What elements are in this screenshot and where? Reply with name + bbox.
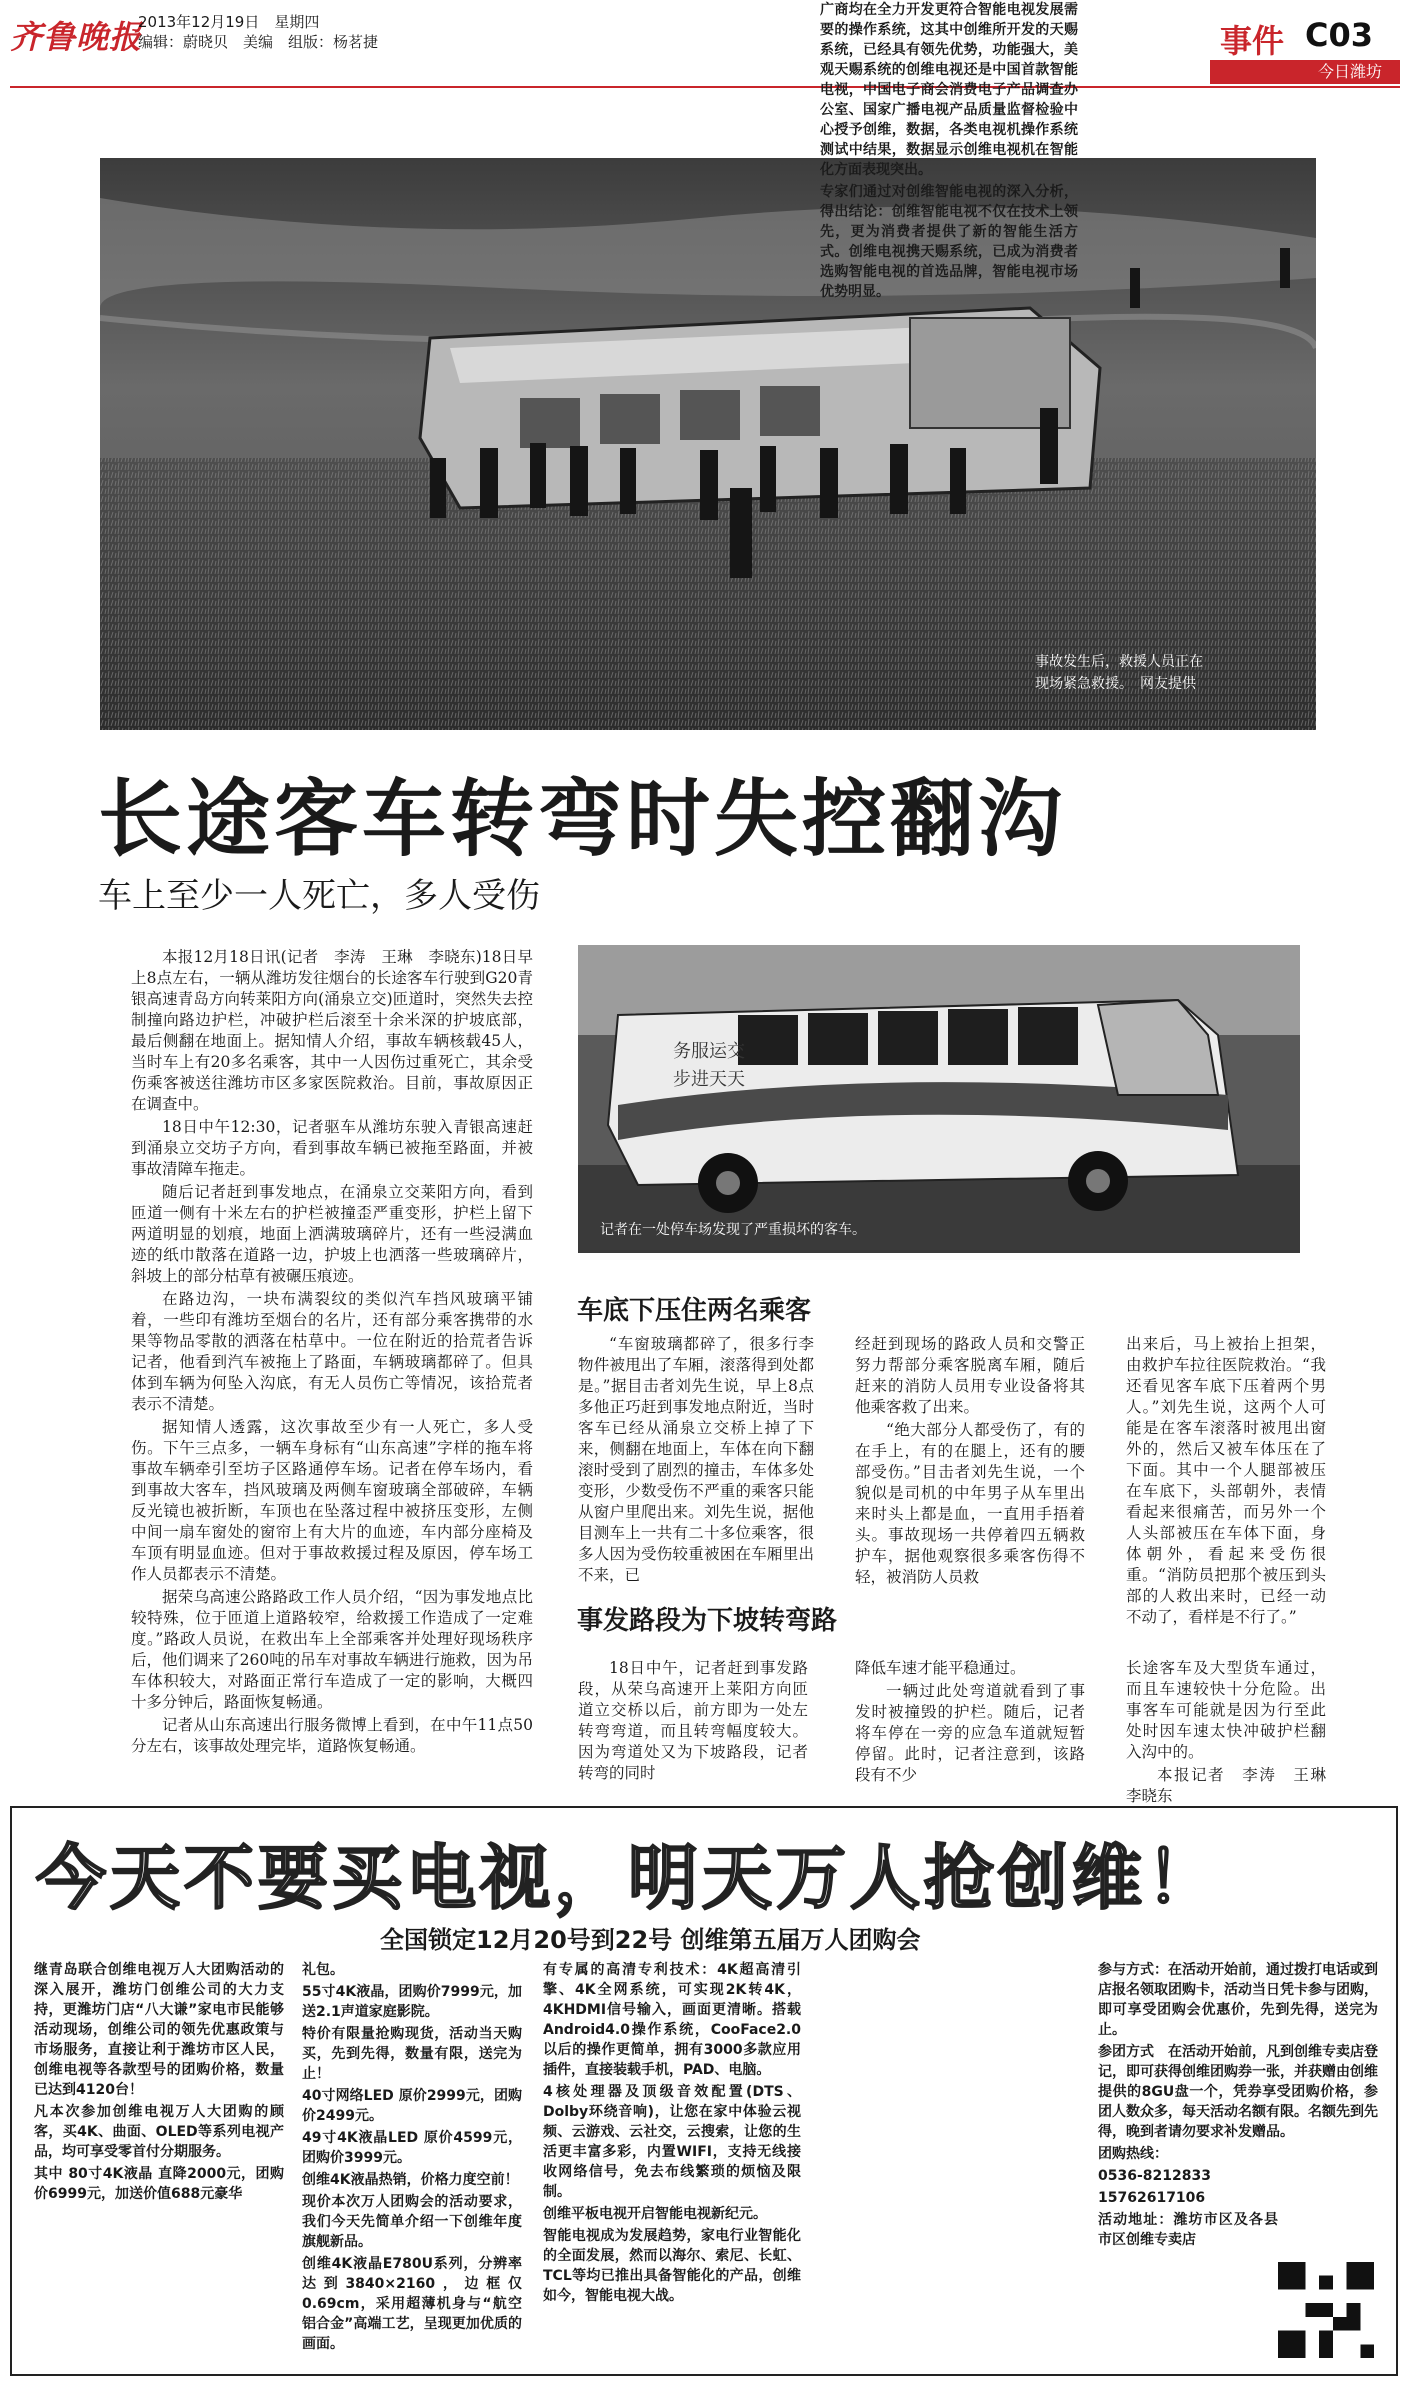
ad-paragraph: 专家们通过对创维智能电视的深入分析，得出结论：创维智能电视不仅在技术上领先，更为消费者提供了新的智能生活方式。创维电视携天赐系统，已成为消费者选购智能电视的首选品牌，智能电视市场优势明显。: [820, 184, 1078, 300]
damaged-bus-image: [578, 945, 1300, 1253]
ad-column-2: [302, 1960, 522, 2356]
bus-slogan-2: 步进天天: [673, 1069, 745, 1090]
ad-paragraph: 创维4K液晶热销，价格力度空前！: [302, 2172, 519, 2188]
byline: 本报记者 李涛 王琳 李晓东: [1126, 1766, 1342, 1805]
section-title: 事件: [1220, 22, 1285, 60]
bus-slogan-1: 务服运交: [673, 1041, 745, 1062]
section-subhead-2: 事发路段为下坡转弯路: [577, 1606, 838, 1636]
paragraph: 在路边沟，一块布满裂纹的类似汽车挡风玻璃平铺着，一些印有潍坊至烟台的名片，还有部分乘客携带的水果等物品零散的洒落在枯草中。一位在附近的拾荒者告诉记者，他看到汽车被拖上了路面，车辆玻璃都碎了。但具体到车辆为何坠入沟底，有无人员伤亡等情况，该拾荒者表示不清楚。: [131, 1290, 533, 1413]
bus-photo-caption: 记者在一处停车场发现了严重损坏的客车。: [600, 1222, 866, 1238]
ad-subline: 全国锁定12月20号到22号 创维第五届万人团购会: [380, 1926, 921, 1954]
paragraph: “车窗玻璃都碎了，很多行李物件被甩出了车厢，滚落得到处都是。”据目击者刘先生说，早上8点多他正巧赶到事发地点附近，当时客车已经从涌泉立交桥上掉了下来，侧翻在地面上，车体在向下翻滚时受到了剧烈的撞击，车体多处变形，少数受伤不严重的乘客只能从窗户里爬出来。刘先生说，据他目测车上一共有二十多位乘客，很多人因为受伤较重被困在车厢里出不来，已: [578, 1335, 814, 1584]
section-subhead-1: 车底下压住两名乘客: [577, 1296, 812, 1326]
ad-paragraph: 创维平板电视开启智能电视新纪元。: [543, 2206, 767, 2222]
ad-paragraph: 礼包。: [302, 1962, 344, 1978]
ad-column-5: [1098, 1960, 1378, 2252]
ad-phone-1: 0536-8212833: [1098, 2168, 1211, 2184]
header-meta: [138, 12, 378, 52]
header-rule: [10, 86, 1400, 88]
staff-line: 编辑：蔚晓贝 美编 组版：杨茗捷: [138, 33, 379, 51]
ad-paragraph: 40寸网络LED 原价2999元，团购价2499元。: [302, 2088, 522, 2124]
ad-paragraph: 创维4K液晶E780U系列，分辨率达到3840×2160，边框仅0.69cm，采用超薄机身与“航空铝合金”高端工艺，呈现更加优质的画面。: [302, 2256, 522, 2352]
paragraph: 随后记者赶到事发地点，在涌泉立交莱阳方向，看到匝道一侧有十米左右的护栏被撞歪严重变形，护栏上留下两道明显的划痕，地面上洒满玻璃碎片，还有一些浸满血迹的纸巾散落在道路一边，护坡上也洒落一些玻璃碎片，斜坡上的部分枯草有被碾压痕迹。: [131, 1183, 533, 1285]
article-column-4: [1126, 1334, 1326, 1630]
ad-headline: 今天不要买电视，明天万人抢创维！: [36, 1837, 1220, 1919]
paragraph: 18日中午12:30，记者驱车从潍坊东驶入青银高速赶到涌泉立交坊子方向，看到事故车辆已被拖至路面，并被事故清障车拖走。: [131, 1118, 533, 1178]
article-column-6: [855, 1658, 1085, 1788]
paragraph: 长途客车及大型货车通过，而且车速较快十分危险。出事客车可能就是因为行至此处时因车速太快冲破护栏翻入沟中的。: [1126, 1659, 1326, 1761]
paragraph: 经赶到现场的路政人员和交警正努力帮部分乘客脱离车厢，随后赶来的消防人员用专业设备将其他乘客救了出来。: [855, 1335, 1085, 1416]
article-column-1: [131, 947, 533, 1759]
paragraph: 出来后，马上被抬上担架，由救护车拉往医院救治。“我还看见客车底下压着两个男人。”刘先生说，这两个人可能是在客车滚落时被甩出窗外的，然后又被车体压在了下面。其中一个人腿部被压在车底下，头部朝外，表情看起来很痛苦，而另外一个人头部被压在车体下面，身体朝外，看起来受伤很重。“消防员把那个被压到头部的人救出来时，已经一动不动了，看样是不行了。”: [1126, 1335, 1326, 1626]
ad-paragraph: 49寸4K液晶LED 原价4599元，团购价3999元。: [302, 2130, 522, 2166]
paragraph: 据荣乌高速公路路政工作人员介绍，“因为事发地点比较特殊，位于匝道上道路较窄，给救援工作造成了一定难度。”路政人员说，在救出车上全部乘客并处理好现场秩序后，他们调来了260吨的吊车对事故车辆进行施救，因为吊车体积较大，对路面正常行车造成了一定的影响，大概四十多分钟后，路面恢复畅通。: [131, 1588, 533, 1711]
masthead: 齐鲁晚报: [10, 18, 143, 56]
ad-hotline-label: 团购热线：: [1098, 2146, 1168, 2162]
overturned-bus-photo: [100, 158, 1316, 730]
ad-paragraph: 智能电视成为发展趋势，家电行业智能化的全面发展，然而以海尔、索尼、长虹、TCL等均已推出具备智能化的产品，创维如今，智能电视大战。: [543, 2228, 801, 2304]
paragraph: 本报12月18日讯(记者 李涛 王琳 李晓东)18日早上8点左右，一辆从潍坊发往烟台的长途客车行驶到G20青银高速青岛方向转莱阳方向(涌泉立交)匝道时，突然失去控制撞向路边护栏，冲破护栏后滚至十余米深的护坡底部，最后侧翻在地面上。据知情人介绍，事故车辆核载45人，当时车上有20多名乘客，其中一人因伤过重死亡，其余受伤乘客被送往潍坊市区多家医院救治。目前，事故原因正在调查中。: [131, 948, 533, 1113]
ad-address: 活动地址：潍坊市区及各县市区创维专卖店: [1098, 2212, 1278, 2248]
article-column-2: [578, 1334, 814, 1588]
article-headline: 长途客车转弯时失控翻沟: [98, 770, 1067, 868]
paragraph: 降低车速才能平稳通过。: [855, 1659, 1026, 1677]
ad-column-1: [34, 1960, 284, 2206]
ad-paragraph: 参团方式 在活动开始前，凡到创维专卖店登记，即可获得创维团购券一张，并获赠由创维提供的8GU盘一个，凭券享受团购价格，参团人数众多，每天活动名额有限。名额先到先得，晚到者请勿要求补发赠品。: [1098, 2044, 1378, 2140]
ad-phone-2: 15762617106: [1098, 2190, 1206, 2206]
paragraph: 一辆过此处弯道就看到了事发时被撞毁的护栏。随后，记者将车停在一旁的应急车道就短暂停留。此时，记者注意到，该路段有不少: [855, 1682, 1085, 1784]
ad-paragraph: 其中 80寸4K液晶 直降2000元，团购价6999元，加送价值688元豪华: [34, 2166, 284, 2202]
article-column-7: [1126, 1658, 1342, 1809]
article-column-3: [855, 1334, 1085, 1590]
qr-code-icon: [1278, 2262, 1374, 2358]
damaged-bus-photo: [578, 945, 1300, 1253]
main-photo-caption: 事故发生后，救援人员正在 现场紧急救援。 网友提供: [1035, 654, 1203, 692]
paragraph: “绝大部分人都受伤了，有的在手上，有的在腿上，还有的腰部受伤。”目击者刘先生说，一个貌似是司机的中年男子从车里出来时头上都是血，一直用手捂着头。事故现场一共停着四五辆救护车，据他观察很多乘客伤得不轻，被消防人员救: [855, 1421, 1085, 1586]
subsection-label: 今日潍坊: [1210, 60, 1400, 84]
main-accident-photo: [100, 158, 1316, 730]
paragraph: 18日中午，记者赶到事发路段，从荣乌高速开上莱阳方向匝道立交桥以后，前方即为一处左转弯弯道，而且转弯幅度较大。因为弯道处又为下坡路段，记者转弯的同时: [578, 1659, 808, 1782]
article-subheadline: 车上至少一人死亡，多人受伤: [98, 876, 540, 916]
ad-paragraph: 55寸4K液晶，团购价7999元，加送2.1声道家庭影院。: [302, 1984, 522, 2020]
paragraph: 记者从山东高速出行服务微博上看到，在中午11点50分左右，该事故处理完毕，道路恢复畅通。: [131, 1716, 533, 1755]
ad-paragraph: 凡本次参加创维电视万人大团购的顾客，买4K、曲面、OLED等系列电视产品，均可享受零首付分期服务。: [34, 2104, 284, 2160]
ad-paragraph: 4核处理器及顶级音效配置(DTS、Dolby环绕音响)，让您在家中体验云视频、云游戏、云社交，云搜索，让您的生活更丰富多彩，内置WIFI，支持无线接收网络信号，免去布线繁琐的烦恼及限制。: [543, 2084, 801, 2200]
article-column-5: [578, 1658, 808, 1786]
paragraph: 据知情人透露，这次事故至少有一人死亡，多人受伤。下午三点多，一辆车身标有“山东高速”字样的拖车将事故车辆牵引至坊子区路通停车场。记者在停车场内，看到事故大客车，挡风玻璃及两侧车窗玻璃全部破碎，车辆反光镜也被折断，车顶也在坠落过程中被挤压变形，左侧中间一扇车窗处的窗帘上有大片的血迹，车内部分座椅及车顶有明显血迹。但对于事故救援过程及原因，停车场工作人员都表示不清楚。: [131, 1418, 533, 1583]
ad-paragraph: 特价有限量抢购现货，活动当天购买，先到先得，数量有限，送完为止！: [302, 2026, 522, 2082]
ad-column-4: [820, 0, 1078, 304]
ad-paragraph: 广商均在全力开发更符合智能电视发展需要的操作系统，这其中创维所开发的天赐系统，已经具有领先优势，功能强大，美观天赐系统的创维电视还是中国首款智能电视，中国电子商会消费电子产品调查办公室、国家广播电视产品质量监督检验中心授予创维，数据，各类电视机操作系统测试中结果，数据显示创维电视机在智能化方面表现突出。: [820, 2, 1078, 178]
ad-column-3: [543, 1960, 801, 2308]
date-line: 2013年12月19日 星期四: [138, 13, 320, 31]
ad-paragraph: 有专属的高清专利技术：4K超高清引擎、4K全网系统，可实现2K转4K，4KHDMI信号输入，画面更清晰。搭载Android4.0操作系统，CooFace2.0以后的操作更简单，拥有3000多款应用插件，直接装载手机，PAD、电脑。: [543, 1962, 801, 2078]
page-code: C03: [1305, 16, 1374, 54]
ad-paragraph: 现价本次万人团购会的活动要求，我们今天先简单介绍一下创维年度旗舰新品。: [302, 2194, 522, 2250]
ad-paragraph: 继青岛联合创维电视万人大团购活动的深入展开，潍坊门创维公司的大力支持，更潍坊门店“八大谦”家电市民能够活动现场，创维公司的领先优惠政策与市场服务，直接让利于潍坊市区人民，创维电视等各款型号的团购价格，数量已达到4120台！: [34, 1962, 284, 2098]
ad-paragraph: 参与方式：在活动开始前，通过拨打电话或到店报名领取团购卡，活动当日凭卡参与团购，即可享受团购会优惠价，先到先得，送完为止。: [1098, 1962, 1378, 2038]
